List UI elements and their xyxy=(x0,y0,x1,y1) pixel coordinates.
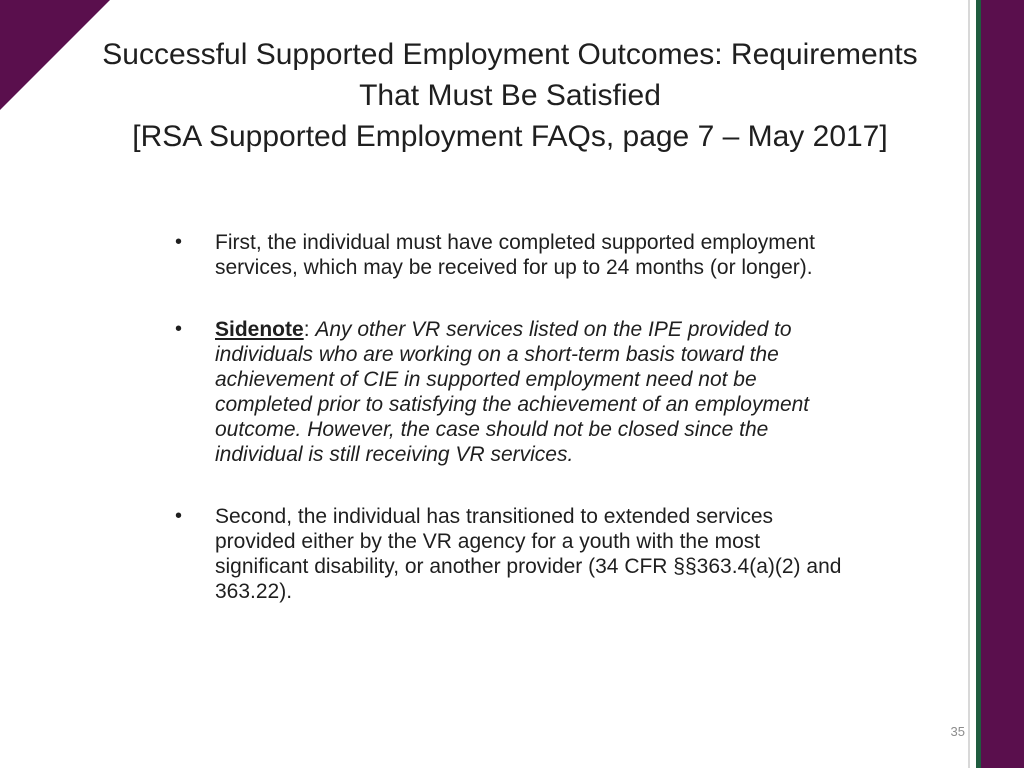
bullet-item-first xyxy=(170,230,850,280)
bullet-dot-icon: • xyxy=(175,231,183,253)
sidenote-separator: : xyxy=(303,318,316,341)
side-band-purple xyxy=(981,0,1024,768)
bullet-item-second xyxy=(170,504,850,604)
bullet-text: First, the individual must have completed supported employment services, which may be received for up to 24 months (or longer). xyxy=(215,231,815,279)
slide-title xyxy=(60,34,960,157)
title-line-3: [RSA Supported Employment FAQs, page 7 – May 2017] xyxy=(132,120,888,153)
page-number: 35 xyxy=(950,724,965,739)
bullet-list xyxy=(170,230,850,641)
sidenote-label: Sidenote xyxy=(215,318,304,341)
title-line-2: That Must Be Satisfied xyxy=(359,79,661,112)
bullet-item-sidenote xyxy=(170,317,850,467)
bullet-text: Second, the individual has transitioned to extended services provided either by the VR agency for a youth with the most significant disability, or another provider (34 CFR §§363.4(a)(2) and 363.22). xyxy=(215,505,842,603)
bullet-dot-icon: • xyxy=(175,318,183,340)
title-line-1: Successful Supported Employment Outcomes: Requirements xyxy=(102,38,918,71)
bullet-dot-icon: • xyxy=(175,505,183,527)
sidenote-text: Any other VR services listed on the IPE provided to individuals who are working on a short-term basis toward the achievement of CIE in supported employment need not be completed prior to satisfying the achievement of an employment outcome. However, the case should not be closed since the individual is still receiving VR services. xyxy=(215,318,810,466)
